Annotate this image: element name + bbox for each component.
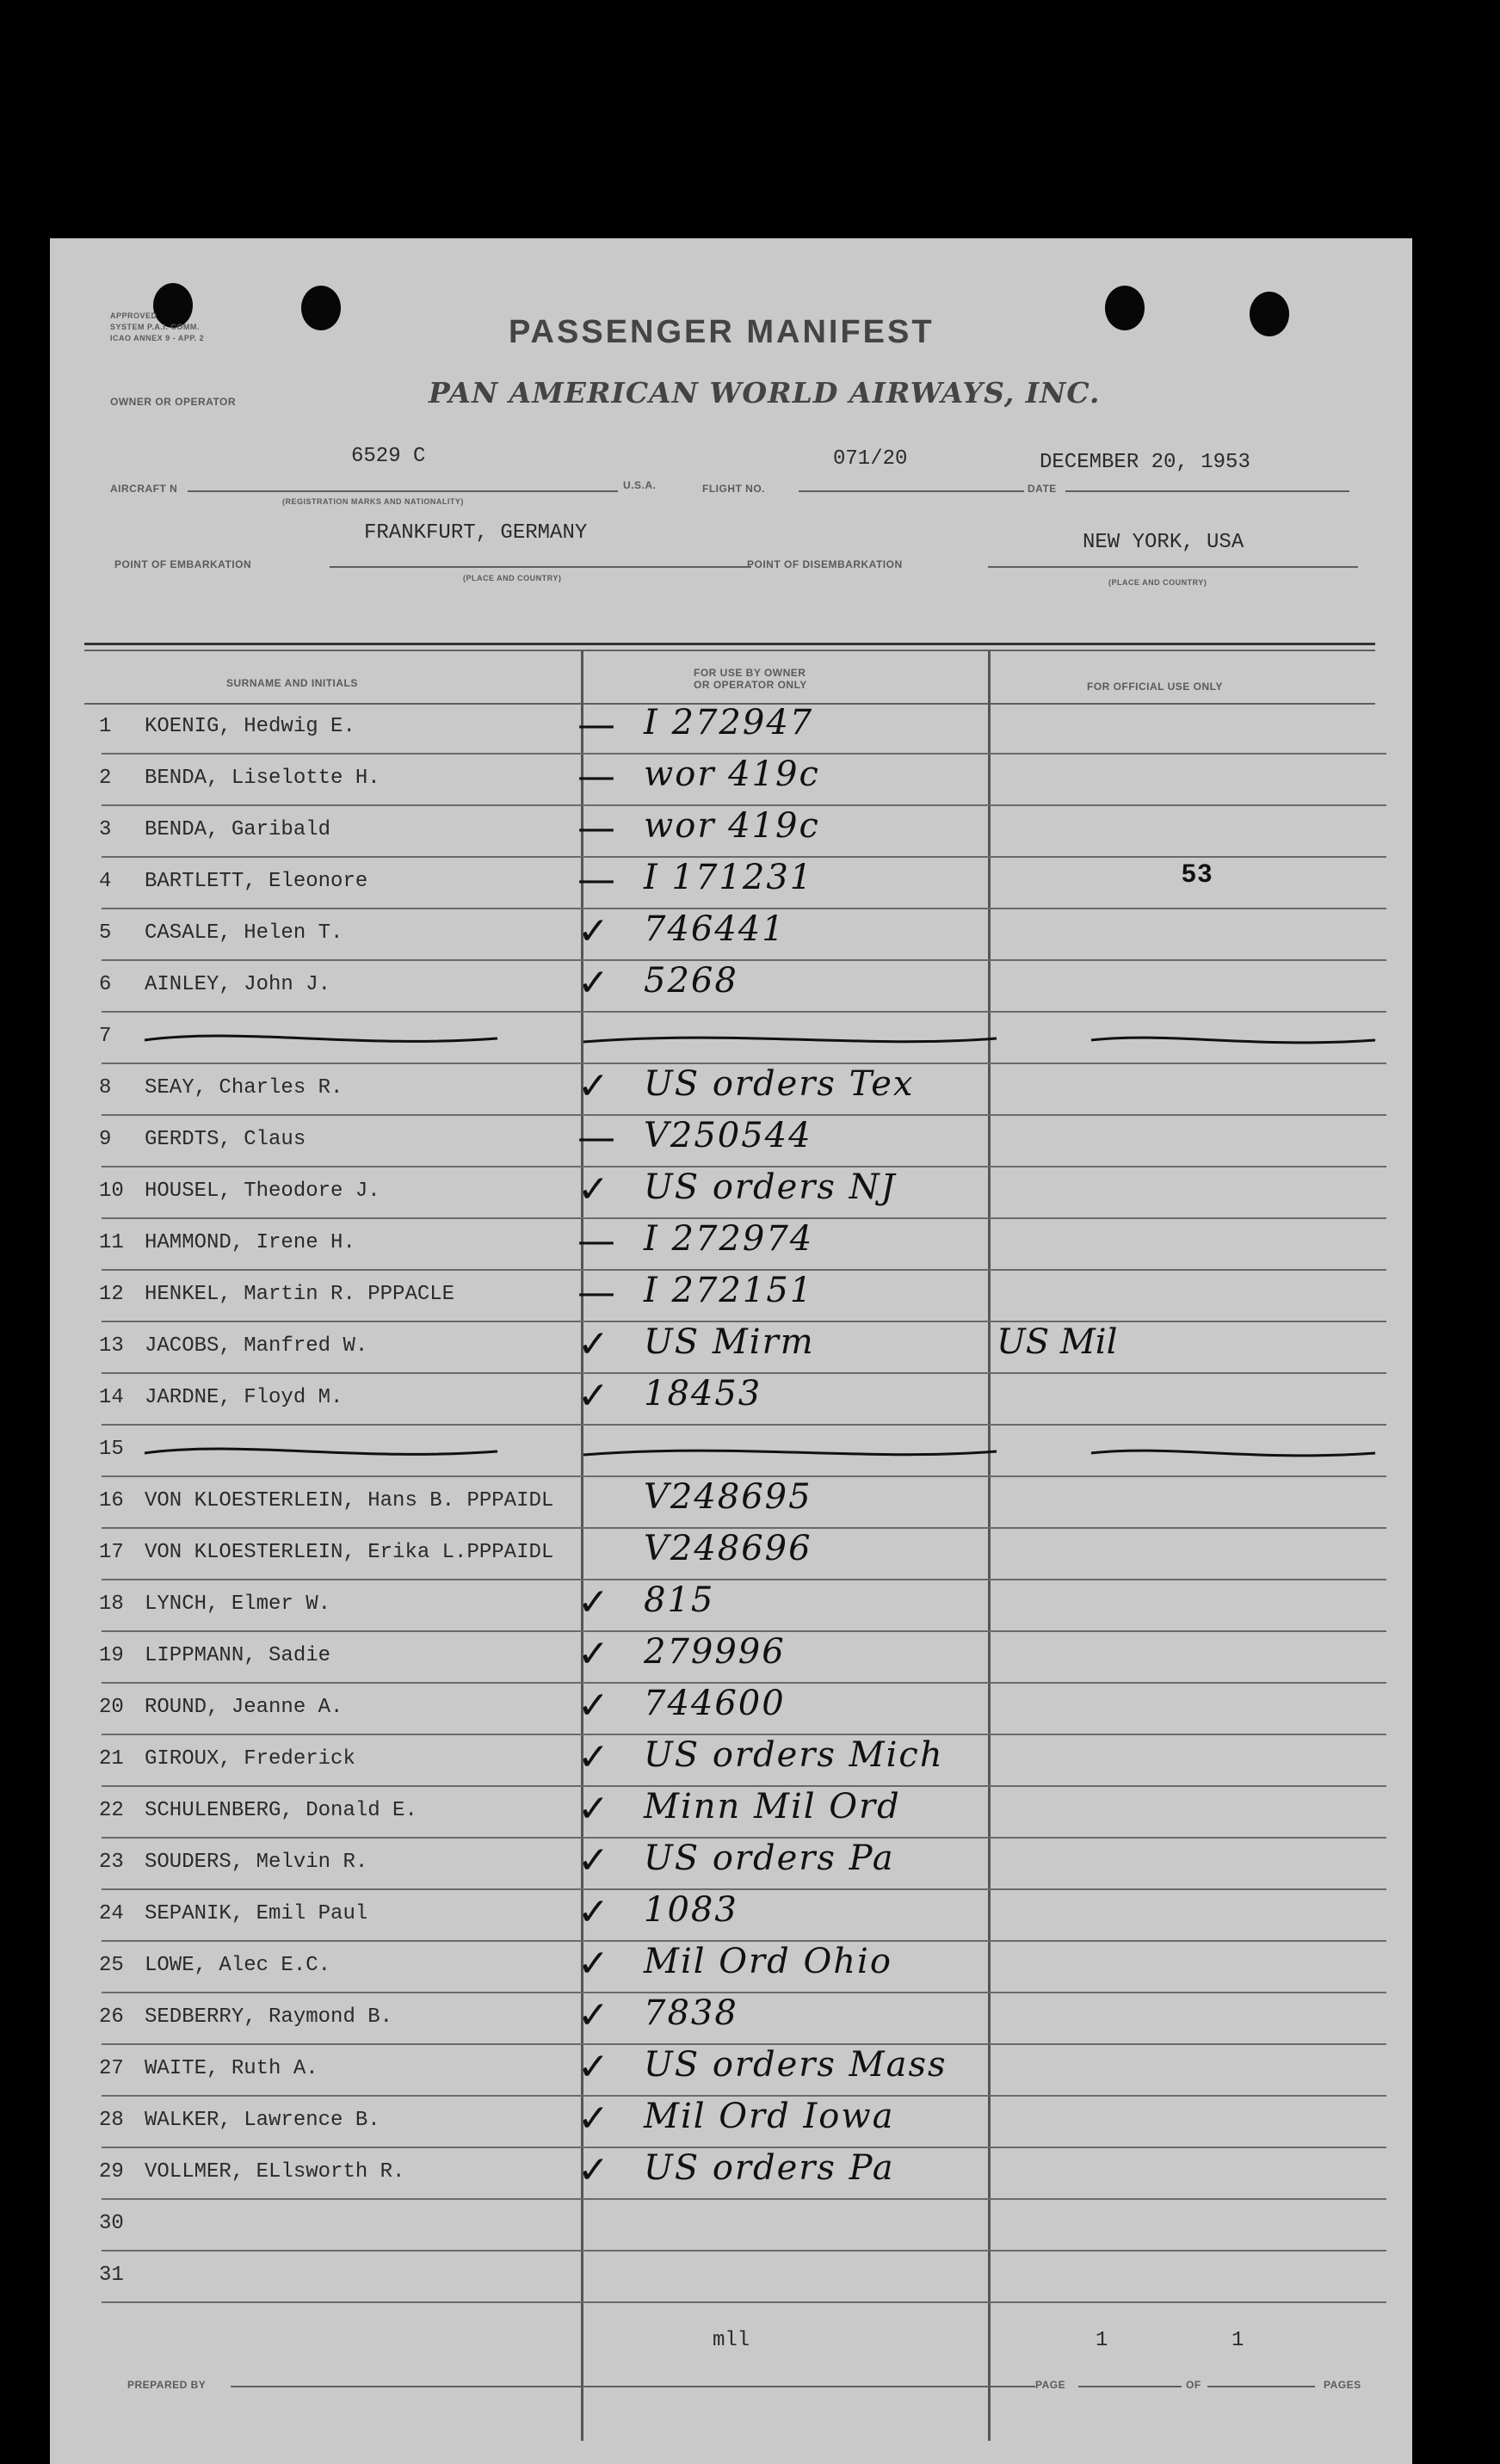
check-mark: ✓ xyxy=(577,1322,609,1366)
check-mark: ✓ xyxy=(577,1787,609,1831)
row-number: 18 xyxy=(99,1592,124,1616)
table-row xyxy=(50,961,1412,1013)
table-row xyxy=(50,1064,1412,1116)
passenger-name: SEPANIK, Emil Paul xyxy=(145,1902,368,1925)
row-number: 7 xyxy=(99,1025,112,1048)
table-row xyxy=(50,1580,1412,1632)
row-number: 6 xyxy=(99,973,112,996)
check-mark: ✓ xyxy=(577,1632,609,1676)
aircraft-label: AIRCRAFT N xyxy=(110,483,178,495)
row-number: 29 xyxy=(99,2160,124,2184)
prepared-by-label: PREPARED BY xyxy=(127,2379,207,2391)
column-header-official: FOR OFFICIAL USE ONLY xyxy=(1087,681,1223,693)
approval-line-1: APPROVED xyxy=(110,311,157,320)
operator-note: US orders Pa xyxy=(644,1839,895,1878)
date-underline xyxy=(1065,490,1349,492)
flight-label: FLIGHT NO. xyxy=(702,483,765,495)
prepared-underline xyxy=(231,2386,1035,2387)
table-row xyxy=(50,703,1412,755)
table-top-rule-2 xyxy=(84,650,1375,651)
passenger-name: WALKER, Lawrence B. xyxy=(145,2109,380,2132)
passenger-rows xyxy=(50,703,1412,2424)
row-number: 11 xyxy=(99,1231,124,1254)
table-row xyxy=(50,1735,1412,1787)
table-row xyxy=(50,858,1412,909)
column-header-surname: SURNAME AND INITIALS xyxy=(226,677,358,689)
row-number: 30 xyxy=(99,2212,124,2235)
row-number: 3 xyxy=(99,818,112,841)
passenger-name: JARDNE, Floyd M. xyxy=(145,1386,343,1409)
check-mark: ✓ xyxy=(577,1684,609,1728)
operator-note: V248696 xyxy=(644,1529,812,1568)
table-row xyxy=(50,2045,1412,2097)
table-row xyxy=(50,755,1412,806)
strike-line xyxy=(136,1436,1427,1470)
form-title: PASSENGER MANIFEST xyxy=(509,314,935,350)
row-number: 23 xyxy=(99,1851,124,1874)
table-row xyxy=(50,1942,1412,1993)
date-value: DECEMBER 20, 1953 xyxy=(1040,451,1250,474)
of-underline xyxy=(1207,2386,1315,2387)
check-mark: — xyxy=(577,1219,615,1263)
of-label: OF xyxy=(1186,2379,1201,2391)
passenger-name: LYNCH, Elmer W. xyxy=(145,1592,331,1616)
table-row xyxy=(50,1322,1412,1374)
passenger-name: SCHULENBERG, Donald E. xyxy=(145,1799,417,1822)
registration-note: (REGISTRATION MARKS AND NATIONALITY) xyxy=(282,497,464,506)
row-number: 17 xyxy=(99,1541,124,1564)
table-row xyxy=(50,1632,1412,1684)
table-row xyxy=(50,1529,1412,1580)
passenger-name: BENDA, Garibald xyxy=(145,818,331,841)
operator-note: US orders Pa xyxy=(644,2148,895,2188)
row-rule xyxy=(102,2301,1386,2303)
strike-path xyxy=(145,1036,1375,1043)
table-row xyxy=(50,1013,1412,1064)
operator-note: US orders Mass xyxy=(644,2045,948,2085)
row-number: 26 xyxy=(99,2005,124,2029)
page-underline xyxy=(1078,2386,1182,2387)
disembark-place-note: (PLACE AND COUNTRY) xyxy=(1108,578,1207,587)
table-row xyxy=(50,2251,1412,2303)
passenger-name: AINLEY, John J. xyxy=(145,973,331,996)
operator-note: Minn Mil Ord xyxy=(644,1787,901,1826)
passenger-name: SEDBERRY, Raymond B. xyxy=(145,2005,393,2029)
owner-label: OWNER OR OPERATOR xyxy=(110,396,237,408)
passenger-name: LOWE, Alec E.C. xyxy=(145,1954,331,1977)
table-row xyxy=(50,1684,1412,1735)
table-row xyxy=(50,1890,1412,1942)
table-row xyxy=(50,2148,1412,2200)
operator-note: US orders Tex xyxy=(644,1064,915,1104)
check-mark: — xyxy=(577,858,615,902)
row-number: 31 xyxy=(99,2264,124,2287)
table-row xyxy=(50,1993,1412,2045)
passenger-name: HAMMOND, Irene H. xyxy=(145,1231,355,1254)
row-number: 10 xyxy=(99,1180,124,1203)
operator-note: Mil Ord Iowa xyxy=(644,2097,895,2136)
check-mark: ✓ xyxy=(577,1890,609,1934)
row-number: 1 xyxy=(99,715,112,738)
check-mark: — xyxy=(577,1271,615,1315)
row-number: 12 xyxy=(99,1283,124,1306)
operator-note: I 272974 xyxy=(644,1219,814,1259)
passenger-name: BENDA, Liselotte H. xyxy=(145,767,380,790)
embark-place-note: (PLACE AND COUNTRY) xyxy=(463,574,562,582)
row-number: 2 xyxy=(99,767,112,790)
embarkation-value: FRANKFURT, GERMANY xyxy=(364,521,588,545)
strike-line xyxy=(136,1023,1427,1057)
operator-note: V248695 xyxy=(644,1477,812,1517)
table-row xyxy=(50,1271,1412,1322)
operator-note: I 171231 xyxy=(644,858,814,897)
official-note-row4: 53 xyxy=(1182,859,1214,888)
aircraft-value: 6529 C xyxy=(351,445,426,468)
table-row xyxy=(50,2097,1412,2148)
check-mark: ✓ xyxy=(577,1167,609,1211)
row-number: 28 xyxy=(99,2109,124,2132)
row-number: 16 xyxy=(99,1489,124,1512)
row-number: 4 xyxy=(99,870,112,893)
pages-label: PAGES xyxy=(1324,2379,1361,2391)
passenger-name: CASALE, Helen T. xyxy=(145,921,343,945)
check-mark: ✓ xyxy=(577,1580,609,1624)
aircraft-underline xyxy=(188,490,618,492)
page-label: PAGE xyxy=(1035,2379,1066,2391)
row-number: 9 xyxy=(99,1128,112,1151)
row-number: 25 xyxy=(99,1954,124,1977)
operator-note: V250544 xyxy=(644,1116,812,1155)
approval-line-2: SYSTEM P.A.I. COMM. xyxy=(110,323,200,331)
embarkation-underline xyxy=(330,566,751,568)
manifest-sheet xyxy=(50,238,1412,2464)
passenger-name: WAITE, Ruth A. xyxy=(145,2057,318,2080)
row-number: 15 xyxy=(99,1438,124,1461)
approval-line-3: ICAO ANNEX 9 - APP. 2 xyxy=(110,334,205,342)
pages-value: 1 xyxy=(1231,2329,1244,2352)
table-row xyxy=(50,1787,1412,1839)
passenger-name: BARTLETT, Eleonore xyxy=(145,870,368,893)
page-value: 1 xyxy=(1096,2329,1108,2352)
passenger-name: SEAY, Charles R. xyxy=(145,1076,343,1100)
operator-note: I 272947 xyxy=(644,703,814,742)
table-row xyxy=(50,1477,1412,1529)
usa-label: U.S.A. xyxy=(623,479,657,491)
passenger-name: ROUND, Jeanne A. xyxy=(145,1696,343,1719)
table-row xyxy=(50,1116,1412,1167)
flight-value: 071/20 xyxy=(833,447,908,471)
check-mark: ✓ xyxy=(577,1839,609,1882)
row-number: 21 xyxy=(99,1747,124,1771)
check-mark: ✓ xyxy=(577,1993,609,2037)
passenger-name: KOENIG, Hedwig E. xyxy=(145,715,355,738)
passenger-name: LIPPMANN, Sadie xyxy=(145,1644,331,1667)
table-row xyxy=(50,1374,1412,1426)
row-number: 14 xyxy=(99,1386,124,1409)
row-number: 27 xyxy=(99,2057,124,2080)
passenger-name: JACOBS, Manfred W. xyxy=(145,1334,368,1358)
operator-note: 746441 xyxy=(644,909,786,949)
row-number: 13 xyxy=(99,1334,124,1358)
operator-note: Mil Ord Ohio xyxy=(644,1942,892,1981)
check-mark: ✓ xyxy=(577,1374,609,1418)
check-mark: ✓ xyxy=(577,1942,609,1986)
row-number: 24 xyxy=(99,1902,124,1925)
check-mark: — xyxy=(577,806,615,850)
table-row xyxy=(50,2200,1412,2251)
check-mark: ✓ xyxy=(577,1735,609,1779)
table-row xyxy=(50,1167,1412,1219)
operator-note: 18453 xyxy=(644,1374,762,1414)
strike-path xyxy=(145,1449,1375,1456)
flight-underline xyxy=(799,490,1024,492)
column-header-owner-2: OR OPERATOR ONLY xyxy=(694,679,807,691)
operator-note: 5268 xyxy=(644,961,738,1001)
passenger-name: GIROUX, Frederick xyxy=(145,1747,355,1771)
official-note: US Mil xyxy=(997,1322,1118,1362)
passenger-name: GERDTS, Claus xyxy=(145,1128,306,1151)
operator-note: 815 xyxy=(644,1580,715,1620)
date-label: DATE xyxy=(1028,483,1057,495)
check-mark: ✓ xyxy=(577,2045,609,2089)
check-mark: ✓ xyxy=(577,909,609,953)
operator-note: US Mirm xyxy=(644,1322,815,1362)
check-mark: ✓ xyxy=(577,2148,609,2192)
punch-hole-4 xyxy=(1250,292,1289,336)
table-row xyxy=(50,1426,1412,1477)
operator-note: 1083 xyxy=(644,1890,738,1930)
table-row xyxy=(50,1219,1412,1271)
check-mark: ✓ xyxy=(577,961,609,1005)
passenger-name: VON KLOESTERLEIN, Erika L.PPPAIDL xyxy=(145,1541,554,1564)
passenger-name: HOUSEL, Theodore J. xyxy=(145,1180,380,1203)
row-number: 22 xyxy=(99,1799,124,1822)
table-row xyxy=(50,1839,1412,1890)
check-mark: — xyxy=(577,755,615,798)
operator-note: US orders NJ xyxy=(644,1167,897,1207)
punch-hole-3 xyxy=(1105,286,1145,330)
row-number: 20 xyxy=(99,1696,124,1719)
operator-note: I 272151 xyxy=(644,1271,814,1310)
operator-note: 279996 xyxy=(644,1632,786,1672)
table-top-rule-1 xyxy=(84,643,1375,645)
passenger-name: HENKEL, Martin R. PPPACLE xyxy=(145,1283,455,1306)
row-number: 19 xyxy=(99,1644,124,1667)
check-mark: — xyxy=(577,703,615,747)
punch-hole-1 xyxy=(153,283,193,328)
passenger-name: SOUDERS, Melvin R. xyxy=(145,1851,368,1874)
column-header-owner-1: FOR USE BY OWNER xyxy=(694,667,806,679)
embarkation-label: POINT OF EMBARKATION xyxy=(114,558,252,570)
disembarkation-value: NEW YORK, USA xyxy=(1083,531,1244,554)
operator-note: US orders Mich xyxy=(644,1735,944,1775)
disembarkation-label: POINT OF DISEMBARKATION xyxy=(747,558,903,570)
operator-note: 7838 xyxy=(644,1993,738,2033)
row-number: 5 xyxy=(99,921,112,945)
check-mark: — xyxy=(577,1116,615,1160)
table-row xyxy=(50,909,1412,961)
punch-hole-2 xyxy=(301,286,341,330)
operator-note: wor 419c xyxy=(644,806,820,846)
row-number: 8 xyxy=(99,1076,112,1100)
disembarkation-underline xyxy=(988,566,1358,568)
passenger-name: VOLLMER, ELlsworth R. xyxy=(145,2160,405,2184)
table-row xyxy=(50,806,1412,858)
operator-note: wor 419c xyxy=(644,755,820,794)
check-mark: ✓ xyxy=(577,2097,609,2141)
prepared-by-value: mll xyxy=(713,2329,750,2352)
operator-note: 744600 xyxy=(644,1684,786,1723)
passenger-name: VON KLOESTERLEIN, Hans B. PPPAIDL xyxy=(145,1489,554,1512)
check-mark: ✓ xyxy=(577,1064,609,1108)
company-name: PAN AMERICAN WORLD AIRWAYS, INC. xyxy=(429,376,1101,410)
